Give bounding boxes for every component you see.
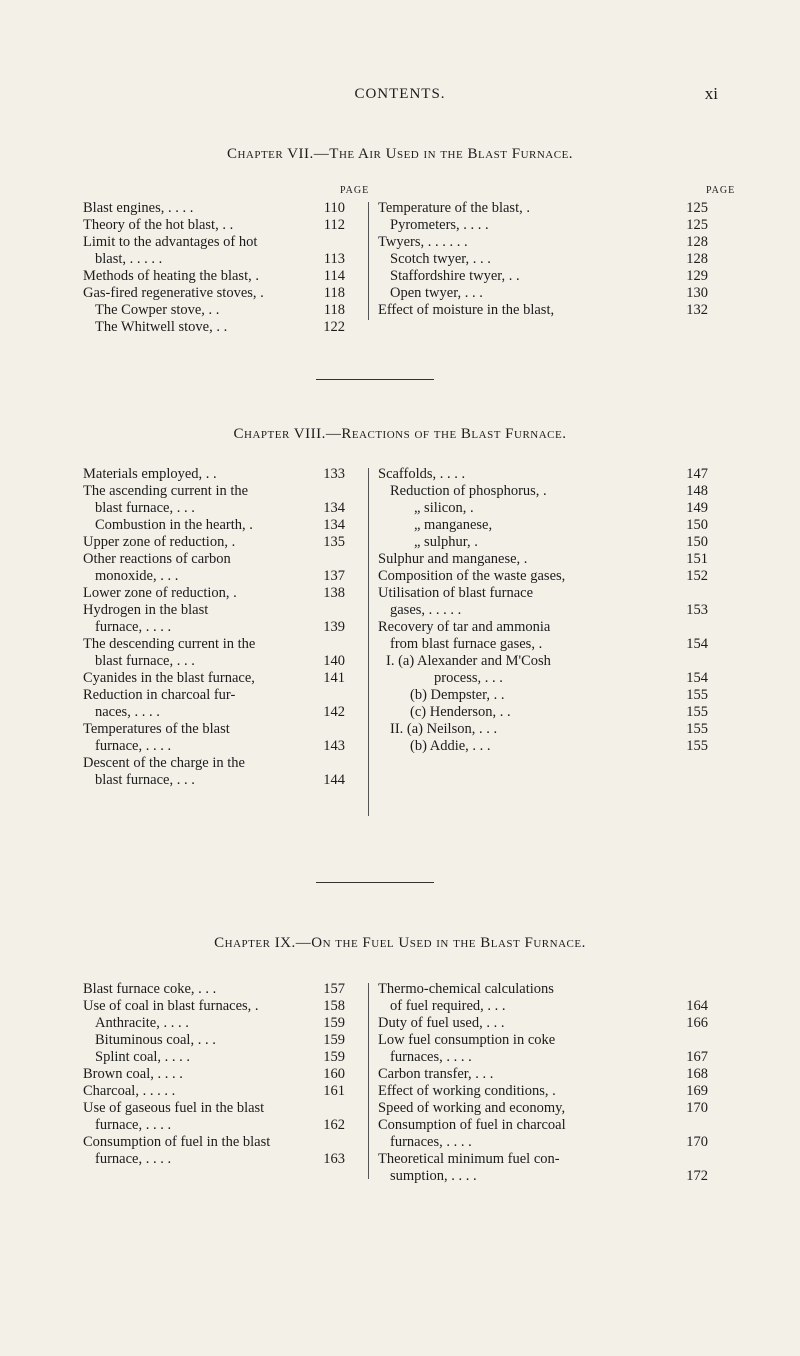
toc-entry-page: 113 [323,251,345,267]
toc-entry-page: 128 [686,234,708,250]
toc-entry [368,1100,728,1117]
toc-entry-title: Effect of moisture in the blast, [378,302,555,318]
toc-entry-page: 114 [323,268,345,284]
toc-entry-page: 125 [686,200,708,216]
toc-entry-page: 168 [686,1066,708,1082]
toc-entry-title-continued: furnace, . . . . [95,1151,172,1167]
toc-entry-title-continued: furnaces, . . . . [390,1049,472,1065]
toc-entry [83,1049,368,1066]
toc-entry-page: 169 [686,1083,708,1099]
toc-entry-title: „ manganese, [414,517,493,533]
toc-entry [368,302,728,319]
toc-entry-title: Staffordshire twyer, . . [390,268,520,284]
toc-entry [83,636,368,670]
toc-entry [83,998,368,1015]
toc-entry-title: Cyanides in the blast furnace, [83,670,255,686]
toc-entry [83,268,368,285]
toc-entry-page: 162 [323,1117,345,1133]
toc-entry-page: 134 [323,517,345,533]
toc-entry-title: Combustion in the hearth, . [95,517,253,533]
toc-entry-title: Hydrogen in the blast [83,602,209,618]
toc-entry-title: Use of coal in blast furnaces, . [83,998,259,1014]
toc-entry [368,568,728,585]
section-divider-2 [316,882,434,883]
running-head-title: CONTENTS. [354,86,446,102]
toc-entry-title: I. (a) Alexander and M'Cosh [386,653,551,669]
toc-entry [368,285,728,302]
toc-entry [368,1066,728,1083]
toc-entry [83,285,368,302]
toc-entry-page: 164 [686,998,708,1014]
toc-entry-page: 167 [686,1049,708,1065]
toc-entry-title-continued: sumption, . . . . [390,1168,477,1184]
toc-entry [368,721,728,738]
toc-entry-page: 110 [323,200,345,216]
toc-entry-page: 158 [323,998,345,1014]
toc-entry-page: 149 [686,500,708,516]
toc-entry [368,704,728,721]
toc-entry-page: 133 [323,466,345,482]
toc-entry-title: (b) Addie, . . . [410,738,491,754]
toc-entry [368,217,728,234]
toc-entry-page: 137 [323,568,345,584]
toc-entry-title-continued: from blast furnace gases, . [390,636,543,652]
chapter-vii-left-column [83,200,368,335]
toc-entry-title: The descending current in the [83,636,256,652]
toc-entry-title: Blast furnace coke, . . . [83,981,217,997]
toc-entry [83,1134,368,1168]
toc-entry-title: Duty of fuel used, . . . [378,1015,505,1031]
toc-entry [368,1151,728,1185]
toc-entry [368,466,728,483]
toc-entry-page: 170 [686,1134,708,1150]
toc-entry-page: 142 [323,704,345,720]
toc-entry-page: 163 [323,1151,345,1167]
toc-entry-page: 151 [686,551,708,567]
toc-entry-title: The Whitwell stove, . . [95,319,228,335]
toc-entry-page: 140 [323,653,345,669]
toc-entry-page: 154 [686,636,708,652]
toc-entry-page: 130 [686,285,708,301]
toc-entry [368,500,728,517]
toc-entry [83,670,368,687]
toc-entry-title: Recovery of tar and ammonia [378,619,551,635]
toc-entry-page: 128 [686,251,708,267]
toc-entry [83,1100,368,1134]
toc-entry-title: Speed of working and economy, [378,1100,566,1116]
toc-entry-title: Twyers, . . . . . . [378,234,468,250]
toc-entry-page: 159 [323,1049,345,1065]
toc-entry-title-continued: process, . . . [434,670,503,686]
toc-entry-page: 112 [323,217,345,233]
toc-entry-title-continued: blast furnace, . . . [95,500,195,516]
toc-entry-title: II. (a) Neilson, . . . [390,721,498,737]
toc-entry-title-continued: monoxide, . . . [95,568,179,584]
toc-entry-title: Limit to the advantages of hot [83,234,258,250]
toc-entry-page: 118 [323,285,345,301]
toc-entry [368,585,728,619]
toc-entry-page: 153 [686,602,708,618]
toc-entry-title: The Cowper stove, . . [95,302,220,318]
chapter-ix-title: Chapter IX.—On the Fuel Used in the Blast Furnace. [214,935,586,951]
toc-entry-title: Utilisation of blast furnace [378,585,534,601]
chapter-vii-title: Chapter VII.—The Air Used in the Blast Furnace. [226,146,574,162]
toc-entry-page: 125 [686,217,708,233]
toc-entry-page: 172 [686,1168,708,1184]
toc-entry [368,1032,728,1066]
toc-entry-title: Reduction in charcoal fur- [83,687,236,703]
toc-entry-title: Open twyer, . . . [390,285,483,301]
toc-entry-title: Effect of working conditions, . [378,1083,556,1099]
chapter-ix-left-column [83,981,368,1181]
toc-entry [83,602,368,636]
page-column-label-left: PAGE [340,185,370,196]
toc-entry [83,755,368,789]
toc-entry-title-continued: blast furnace, . . . [95,772,195,788]
toc-entry-page: 148 [686,483,708,499]
section-divider-1 [316,379,434,380]
chapter-viii-title: Chapter VIII.—Reactions of the Blast Furnace. [233,426,567,442]
toc-entry-title: Scotch twyer, . . . [390,251,491,267]
toc-entry [368,483,728,500]
toc-entry-page: 154 [686,670,708,686]
toc-entry-title: Brown coal, . . . . [83,1066,183,1082]
toc-entry [368,234,728,251]
toc-entry-title: Reduction of phosphorus, . [390,483,547,499]
toc-entry-title: „ sulphur, . [414,534,478,550]
toc-entry [83,687,368,721]
toc-entry-title: Charcoal, . . . . . [83,1083,176,1099]
toc-entry [83,200,368,217]
toc-entry-title: Carbon transfer, . . . [378,1066,494,1082]
toc-entry-title-continued: furnace, . . . . [95,1117,172,1133]
toc-entry [368,268,728,285]
toc-entry [368,981,728,1015]
toc-entry-page: 118 [323,302,345,318]
toc-entry-title: Upper zone of reduction, . [83,534,236,550]
toc-entry-title-continued: blast, . . . . . [95,251,163,267]
toc-entry-title-continued: naces, . . . . [95,704,160,720]
toc-entry [83,721,368,755]
toc-entry-title: Temperatures of the blast [83,721,230,737]
toc-entry-title: „ silicon, . [414,500,474,516]
toc-entry [368,551,728,568]
toc-entry-page: 132 [686,302,708,318]
toc-entry-page: 135 [323,534,345,550]
toc-entry [83,1015,368,1032]
toc-entry-title: Use of gaseous fuel in the blast [83,1100,265,1116]
toc-entry [83,551,368,585]
toc-entry-page: 166 [686,1015,708,1031]
toc-entry [368,251,728,268]
toc-entry [83,1083,368,1100]
toc-entry-title-continued: of fuel required, . . . [390,998,506,1014]
toc-entry-title: Lower zone of reduction, . [83,585,237,601]
toc-entry [83,234,368,268]
toc-entry-title: Pyrometers, . . . . [390,217,489,233]
toc-entry-title: Splint coal, . . . . [95,1049,191,1065]
toc-entry-title: Theory of the hot blast, . . [83,217,234,233]
toc-entry-title: Consumption of fuel in the blast [83,1134,271,1150]
toc-entry [368,1083,728,1100]
toc-entry-page: 139 [323,619,345,635]
running-head [0,86,800,110]
toc-entry [368,517,728,534]
page-column-label-right: PAGE [706,185,736,196]
toc-entry-page: 129 [686,268,708,284]
toc-entry [368,534,728,551]
toc-entry-title: Composition of the waste gases, [378,568,566,584]
toc-entry-page: 152 [686,568,708,584]
toc-entry-page: 155 [686,687,708,703]
toc-entry [368,653,728,687]
toc-entry-title: Blast engines, . . . . [83,200,194,216]
toc-entry-title: The ascending current in the [83,483,249,499]
toc-entry-page: 170 [686,1100,708,1116]
toc-entry-title: Theoretical minimum fuel con- [378,1151,560,1167]
chapter-ix-right-column [368,981,728,1184]
toc-entry-title: Methods of heating the blast, . [83,268,259,284]
toc-entry [368,1015,728,1032]
chapter-viii-left-column [83,466,368,818]
toc-entry [83,466,368,483]
toc-entry-page: 144 [323,772,345,788]
toc-entry [83,483,368,517]
toc-entry-title: Sulphur and manganese, . [378,551,528,567]
toc-entry [368,738,728,755]
toc-entry [83,585,368,602]
toc-entry-title: Materials employed, . . [83,466,217,482]
toc-entry-page: 122 [323,319,345,335]
toc-entry-title: Gas-fired regenerative stoves, . [83,285,264,301]
toc-entry-title-continued: furnaces, . . . . [390,1134,472,1150]
toc-entry-title: Low fuel consumption in coke [378,1032,556,1048]
toc-entry-title: Thermo-chemical calculations [378,981,554,997]
toc-entry-title: Other reactions of carbon [83,551,231,567]
toc-entry-title: Descent of the charge in the [83,755,245,771]
toc-entry [368,200,728,217]
toc-entry-title: (b) Dempster, . . [410,687,505,703]
toc-entry [83,981,368,998]
toc-entry [83,534,368,551]
toc-entry-page: 150 [686,534,708,550]
toc-entry-page: 155 [686,738,708,754]
running-head-page-number: xi [704,84,718,103]
toc-entry-title-continued: furnace, . . . . [95,738,172,754]
toc-entry-page: 159 [323,1032,345,1048]
toc-entry [83,217,368,234]
chapter-vii-right-column [368,200,728,322]
toc-entry-title: Temperature of the blast, . [378,200,530,216]
toc-entry-page: 134 [323,500,345,516]
toc-entry [368,1117,728,1151]
toc-entry-page: 141 [323,670,345,686]
toc-entry-page: 147 [686,466,708,482]
toc-entry-title-continued: furnace, . . . . [95,619,172,635]
toc-entry-page: 155 [686,721,708,737]
toc-entry-title: (c) Henderson, . . [410,704,511,720]
toc-entry [83,517,368,534]
toc-entry-page: 159 [323,1015,345,1031]
toc-entry-page: 157 [323,981,345,997]
toc-entry-title: Bituminous coal, . . . [95,1032,216,1048]
toc-entry [368,687,728,704]
toc-entry-page: 150 [686,517,708,533]
toc-entry-title: Anthracite, . . . . [95,1015,189,1031]
chapter-viii-right-column [368,466,728,818]
toc-entry [83,302,368,319]
toc-entry [83,1032,368,1049]
toc-entry-title: Scaffolds, . . . . [378,466,466,482]
toc-entry-page: 155 [686,704,708,720]
toc-entry-title: Consumption of fuel in charcoal [378,1117,566,1133]
toc-entry-page: 143 [323,738,345,754]
toc-entry [368,619,728,653]
toc-entry-title-continued: gases, . . . . . [390,602,462,618]
toc-entry-page: 138 [323,585,345,601]
toc-entry [83,1066,368,1083]
toc-entry-page: 161 [323,1083,345,1099]
toc-entry [83,319,368,336]
toc-entry-page: 160 [323,1066,345,1082]
toc-entry-title-continued: blast furnace, . . . [95,653,195,669]
